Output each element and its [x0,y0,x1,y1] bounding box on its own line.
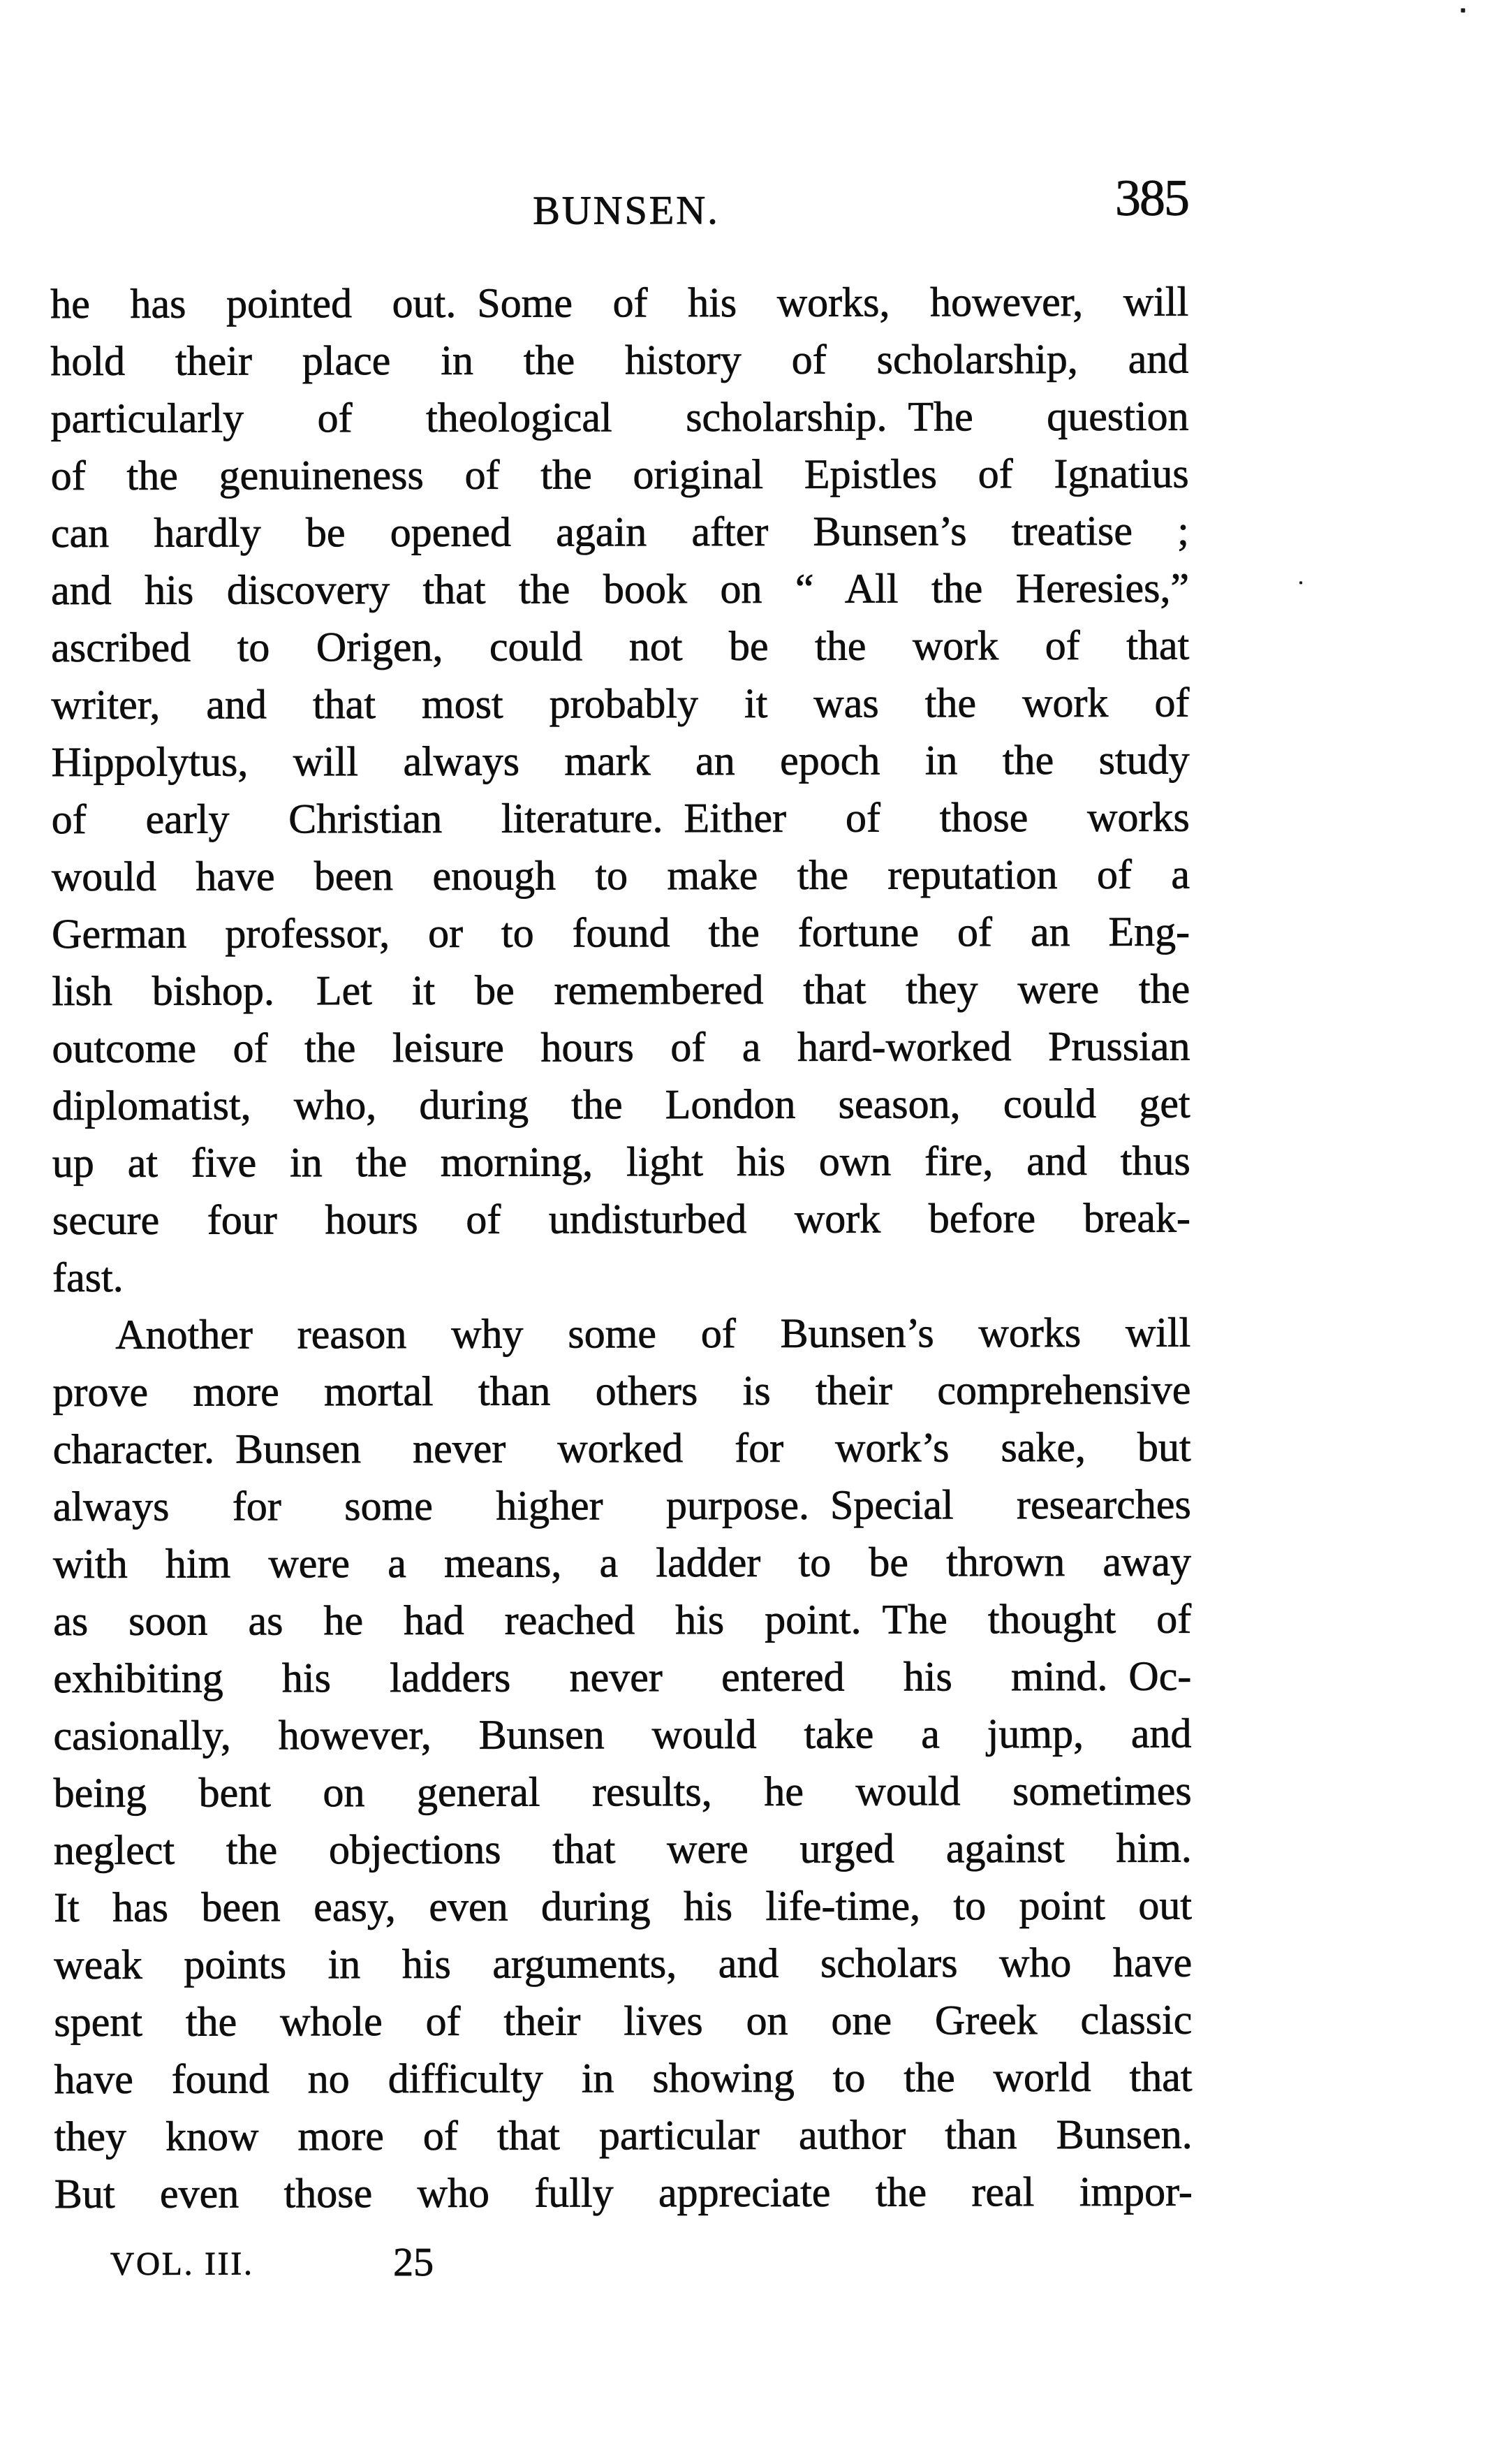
text-line: secure four hours of undisturbed work before break- [52,1194,1191,1244]
text-line: hold their place in the history of scholarship, and [50,335,1189,385]
text-line: It has been easy, even during his life-time, to point out [53,1882,1193,1931]
text-line: particularly of theological scholarship. The question [50,393,1189,442]
text-line: being bent on general results, he would sometimes [53,1767,1192,1817]
text-line: can hardly be opened again after Bunsen’s treatise ; [50,507,1189,557]
text-line: spent the whole of their lives on one Greek classic [54,1996,1193,2046]
text-line: Hippolytus, will always mark an epoch in the study [51,736,1190,786]
text-line: up at five in the morning, light his own fire, and thus [52,1137,1190,1187]
running-title: BUNSEN. [533,187,720,233]
text-line: he has pointed out. Some of his works, however, will [50,278,1189,328]
page-header [0,0,1494,233]
text-line: as soon as he had reached his point. The thought of [53,1595,1192,1645]
signature-number: 25 [393,2238,434,2285]
text-line: casionally, however, Bunsen would take a jump, and [53,1710,1192,1759]
text-line: of the genuineness of the original Epistles of Ignatius [50,450,1189,499]
text-line: with him were a means, a ladder to be thrown away [52,1538,1192,1587]
text-line: neglect the objections that were urged against him. [53,1824,1192,1874]
text-line: outcome of the leisure hours of a hard-worked Prussian [52,1022,1190,1072]
text-line: and his discovery that the book on “ All the Heresies,” [51,564,1190,614]
text-line: Another reason why some of Bunsen’s works will [115,1309,1191,1358]
text-line: character. Bunsen never worked for work’s sake, but [52,1423,1191,1473]
text-line: lish bishop. Let it be remembered that they were the [52,965,1190,1015]
text-line: they know more of that particular author than Bunsen. [54,2111,1193,2160]
text-line: weak points in his arguments, and scholars who have [54,1939,1193,1988]
volume-label: VOL. III. [110,2245,254,2282]
body-text [50,273,1193,2222]
text-line: fast. [52,1254,124,1301]
scan-speck [1461,8,1465,13]
text-line: would have been enough to make the reputation of a [51,851,1190,900]
text-line: of early Christian literature. Either of those works [51,793,1190,843]
scan-speck [1299,581,1302,584]
text-line: writer, and that most probably it was the work of [51,679,1190,728]
text-line: ascribed to Origen, could not be the work of that [51,622,1190,671]
text-line: diplomatist, who, during the London season, could get [52,1080,1190,1129]
text-line: always for some higher purpose. Special researches [52,1481,1191,1530]
text-line: German professor, or to found the fortune of an Eng- [52,908,1190,958]
text-line: But even those who fully appreciate the real impor- [54,2168,1193,2217]
page-number: 385 [1114,169,1188,227]
text-line: prove more mortal than others is their comprehensive [52,1366,1191,1416]
text-line: exhibiting his ladders never entered his mind. Oc- [53,1652,1192,1702]
text-line: have found no difficulty in showing to the world that [54,2053,1193,2103]
